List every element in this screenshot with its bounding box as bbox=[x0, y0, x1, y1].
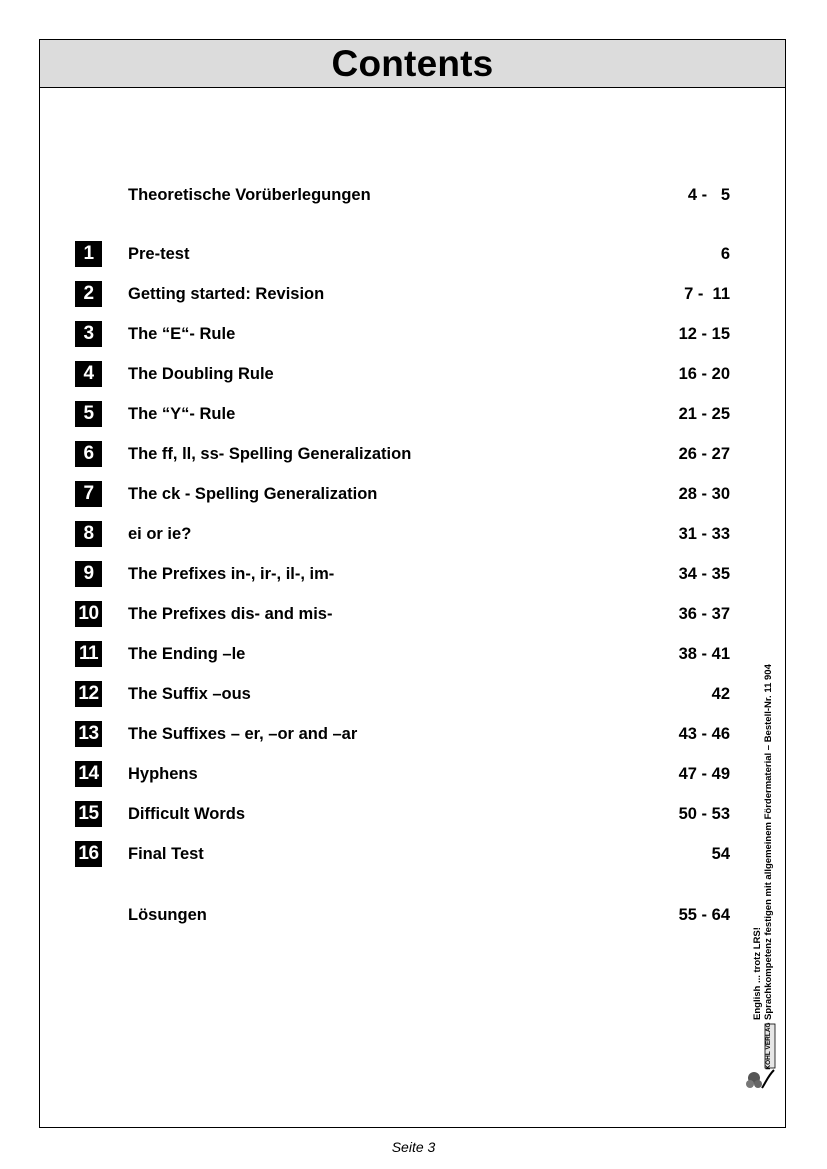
chapter-pages: 26 - 27 bbox=[678, 445, 730, 463]
page-frame bbox=[39, 39, 786, 1128]
chapter-title: The Ending –le bbox=[128, 645, 246, 663]
toc-row[interactable] bbox=[40, 801, 785, 827]
chapter-number-badge: 13 bbox=[75, 721, 102, 747]
chapter-title: Final Test bbox=[128, 845, 204, 863]
chapter-pages: 31 - 33 bbox=[678, 525, 730, 543]
chapter-title: The Prefixes dis- and mis- bbox=[128, 605, 333, 623]
toc-row[interactable] bbox=[40, 401, 785, 427]
toc-row[interactable] bbox=[40, 601, 785, 627]
chapter-number-badge: 3 bbox=[75, 321, 102, 347]
chapter-pages: 34 - 35 bbox=[678, 565, 730, 583]
chapter-title: Hyphens bbox=[128, 765, 198, 783]
chapter-number-badge: 10 bbox=[75, 601, 102, 627]
chapter-pages: 7 - 11 bbox=[684, 285, 730, 303]
chapter-title: Pre-test bbox=[128, 245, 190, 263]
chapter-title: The ck - Spelling Generalization bbox=[128, 485, 378, 503]
side-caption-line2: Sprachkompetenz festigen mit allgemeinem Fördermaterial – Bestell-Nr. 11 904 bbox=[763, 664, 774, 1020]
chapter-pages: 54 bbox=[711, 845, 730, 863]
toc-solutions-pages: 55 - 64 bbox=[678, 906, 730, 924]
chapter-pages: 28 - 30 bbox=[678, 485, 730, 503]
toc-row[interactable] bbox=[40, 441, 785, 467]
chapter-number-badge: 4 bbox=[75, 361, 102, 387]
chapter-pages: 38 - 41 bbox=[678, 645, 730, 663]
chapter-number-badge: 9 bbox=[75, 561, 102, 587]
toc-row[interactable] bbox=[40, 361, 785, 387]
chapter-pages: 21 - 25 bbox=[678, 405, 730, 423]
chapter-number-badge: 16 bbox=[75, 841, 102, 867]
toc-row[interactable] bbox=[40, 481, 785, 507]
chapter-number-badge: 1 bbox=[75, 241, 102, 267]
table-of-contents bbox=[40, 40, 785, 1127]
chapter-title: The Suffix –ous bbox=[128, 685, 251, 703]
publisher-logo bbox=[744, 1022, 780, 1094]
chapter-title: Getting started: Revision bbox=[128, 285, 325, 303]
chapter-number-badge: 7 bbox=[75, 481, 102, 507]
toc-solutions-row[interactable] bbox=[40, 902, 785, 928]
chapter-pages: 47 - 49 bbox=[678, 765, 730, 783]
toc-row[interactable] bbox=[40, 641, 785, 667]
toc-intro-title: Theoretische Vorüberlegungen bbox=[128, 186, 371, 204]
logo-text: KOHL VERLAG bbox=[765, 1022, 772, 1070]
toc-row[interactable] bbox=[40, 681, 785, 707]
page-title: Contents bbox=[331, 43, 494, 84]
chapter-pages: 6 bbox=[720, 245, 730, 263]
chapter-number-badge: 5 bbox=[75, 401, 102, 427]
page-footer: Seite 3 bbox=[391, 1139, 436, 1155]
toc-row[interactable] bbox=[40, 241, 785, 267]
toc-row[interactable] bbox=[40, 721, 785, 747]
chapter-pages: 42 bbox=[711, 685, 730, 703]
chapter-number-badge: 6 bbox=[75, 441, 102, 467]
chapter-pages: 36 - 37 bbox=[678, 605, 730, 623]
chapter-number-badge: 15 bbox=[75, 801, 102, 827]
chapter-number-badge: 14 bbox=[75, 761, 102, 787]
toc-row[interactable] bbox=[40, 321, 785, 347]
tree-icon bbox=[746, 1070, 774, 1088]
toc-intro-pages: 4 - 5 bbox=[687, 186, 730, 204]
chapter-title: The Doubling Rule bbox=[128, 365, 274, 383]
chapter-title: The Suffixes – er, –or and –ar bbox=[128, 725, 358, 743]
chapter-pages: 12 - 15 bbox=[678, 325, 730, 343]
toc-intro-row[interactable] bbox=[40, 182, 785, 208]
toc-row[interactable] bbox=[40, 841, 785, 867]
side-caption-line1: English ... trotz LRS! bbox=[752, 927, 763, 1020]
toc-row[interactable] bbox=[40, 761, 785, 787]
side-caption bbox=[752, 620, 774, 1020]
toc-solutions-title: Lösungen bbox=[128, 906, 207, 924]
toc-row[interactable] bbox=[40, 281, 785, 307]
chapter-number-badge: 2 bbox=[75, 281, 102, 307]
chapter-number-badge: 12 bbox=[75, 681, 102, 707]
chapter-title: Difficult Words bbox=[128, 805, 246, 823]
chapter-title: ei or ie? bbox=[128, 525, 192, 543]
chapter-pages: 50 - 53 bbox=[678, 805, 730, 823]
chapter-pages: 16 - 20 bbox=[678, 365, 730, 383]
chapter-title: The “E“- Rule bbox=[128, 325, 236, 343]
chapter-title: The Prefixes in-, ir-, il-, im- bbox=[128, 565, 335, 583]
chapter-title: The ff, ll, ss- Spelling Generalization bbox=[128, 445, 412, 463]
chapter-title: The “Y“- Rule bbox=[128, 405, 236, 423]
toc-row[interactable] bbox=[40, 521, 785, 547]
chapter-number-badge: 8 bbox=[75, 521, 102, 547]
toc-row[interactable] bbox=[40, 561, 785, 587]
chapter-pages: 43 - 46 bbox=[678, 725, 730, 743]
chapter-number-badge: 11 bbox=[75, 641, 102, 667]
